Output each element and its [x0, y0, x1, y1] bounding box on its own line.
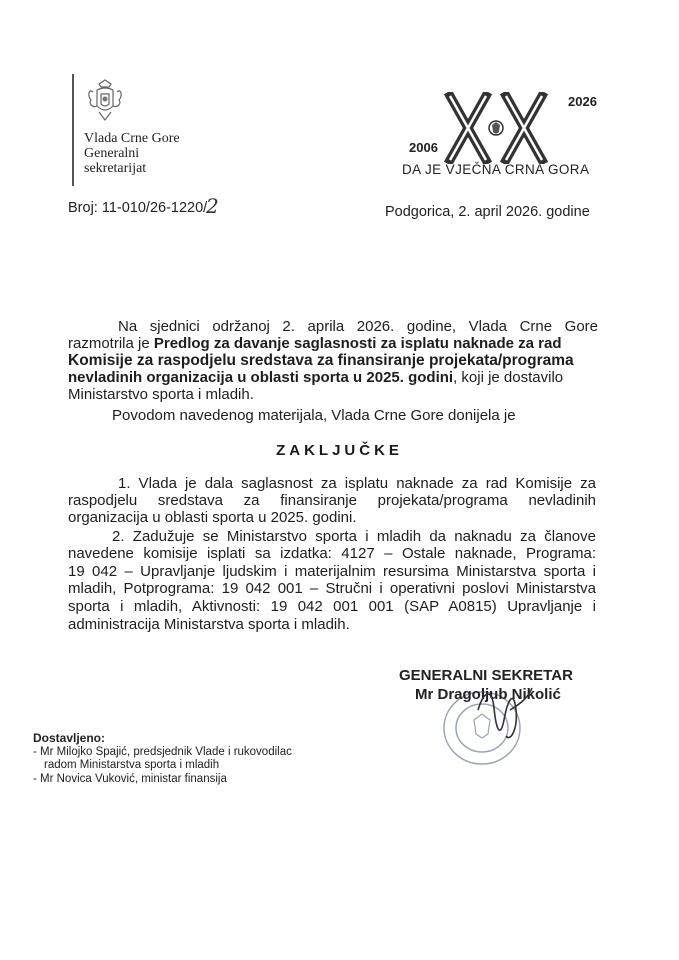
document-number: Broj: 11-010/26-1220/	[68, 200, 208, 216]
handwritten-signature	[470, 680, 540, 750]
conclusions-heading: ZAKLJUČKE	[276, 442, 403, 459]
conclusion-1-line-1: 1. Vlada je dala saglasnost za isplatu naknade za rad Komisije za	[118, 475, 596, 492]
handwritten-number-suffix: 2	[206, 194, 219, 218]
conclusion-1-line-2: raspodjelu sredstava za finansiranje projekata/programa nevladinih	[68, 492, 596, 509]
secretariat-line2: sekretarijat	[84, 161, 147, 176]
anniversary-motto: DA JE VJEČNA CRNA GORA	[402, 162, 590, 177]
material-title-part-3: nevladinih organizacija u oblasti sporta u 2025. godini	[68, 369, 454, 386]
material-title-part-1: Predlog za davanje saglasnosti za isplatu naknade za rad	[153, 335, 562, 352]
signatory-name: Mr Dragoljub Nikolić	[415, 686, 561, 703]
secretariat-line1: Generalni	[84, 146, 140, 161]
distribution-item-1-cont: radom Ministarstva sporta i mladih	[44, 759, 220, 771]
intro-line-6: Povodom navedenog materijala, Vlada Crne Gore donijela je	[112, 407, 516, 424]
intro-line-2-text: razmotrila je	[68, 335, 154, 352]
anniversary-year-start: 2006	[409, 140, 438, 155]
intro-line-2	[68, 335, 598, 352]
anniversary-xx-logo	[444, 92, 574, 164]
conclusion-2-line-3: 19 042 – Upravljanje ljudskim i materijalnim resursima Ministarstva sporta i	[68, 563, 596, 580]
intro-line-5: Ministarstvo sporta i mladih.	[68, 386, 254, 403]
anniversary-year-end: 2026	[568, 94, 597, 109]
conclusion-2-line-2: navedene komisije isplati sa izdatka: 4127 – Ostale naknade, Programa:	[68, 545, 596, 562]
distribution-title: Dostavljeno:	[33, 731, 106, 745]
intro-line-4	[68, 369, 563, 386]
material-title-part-2: Komisije za raspodjelu sredstava za finansiranje projekata/programa	[68, 352, 574, 369]
distribution-item-1: - Mr Milojko Spajić, predsjednik Vlade i rukovodilac	[33, 746, 292, 758]
distribution-item-2: - Mr Novica Vuković, ministar finansija	[33, 773, 227, 785]
conclusion-2-line-6: administracija Ministarstva sporta i mladih.	[68, 616, 350, 633]
header-divider-line	[72, 74, 74, 186]
conclusion-2-line-1: 2. Zadužuje se Ministarstvo sporta i mladih da naknadu za članove	[112, 528, 596, 545]
intro-line-4-text: , koji je dostavilo	[453, 369, 564, 386]
signatory-title: GENERALNI SEKRETAR	[399, 667, 573, 684]
place-and-date: Podgorica, 2. april 2026. godine	[385, 204, 590, 220]
government-name: Vlada Crne Gore	[84, 131, 180, 146]
intro-line-1: Na sjednici održanoj 2. aprila 2026. godine, Vlada Crne Gore	[118, 318, 598, 335]
conclusion-2-line-5: sporta i mladih, Aktivnosti: 19 042 001 001 (SAP A0815) Upravljanje i	[68, 598, 596, 615]
conclusion-2-line-4: mladih, Potprograma: 19 042 001 – Stručni i operativni poslovi Ministarstva	[68, 580, 596, 597]
montenegro-coat-of-arms-icon	[85, 78, 125, 124]
conclusion-1-line-3: organizacija u oblasti sporta u 2025. godini.	[68, 509, 357, 526]
